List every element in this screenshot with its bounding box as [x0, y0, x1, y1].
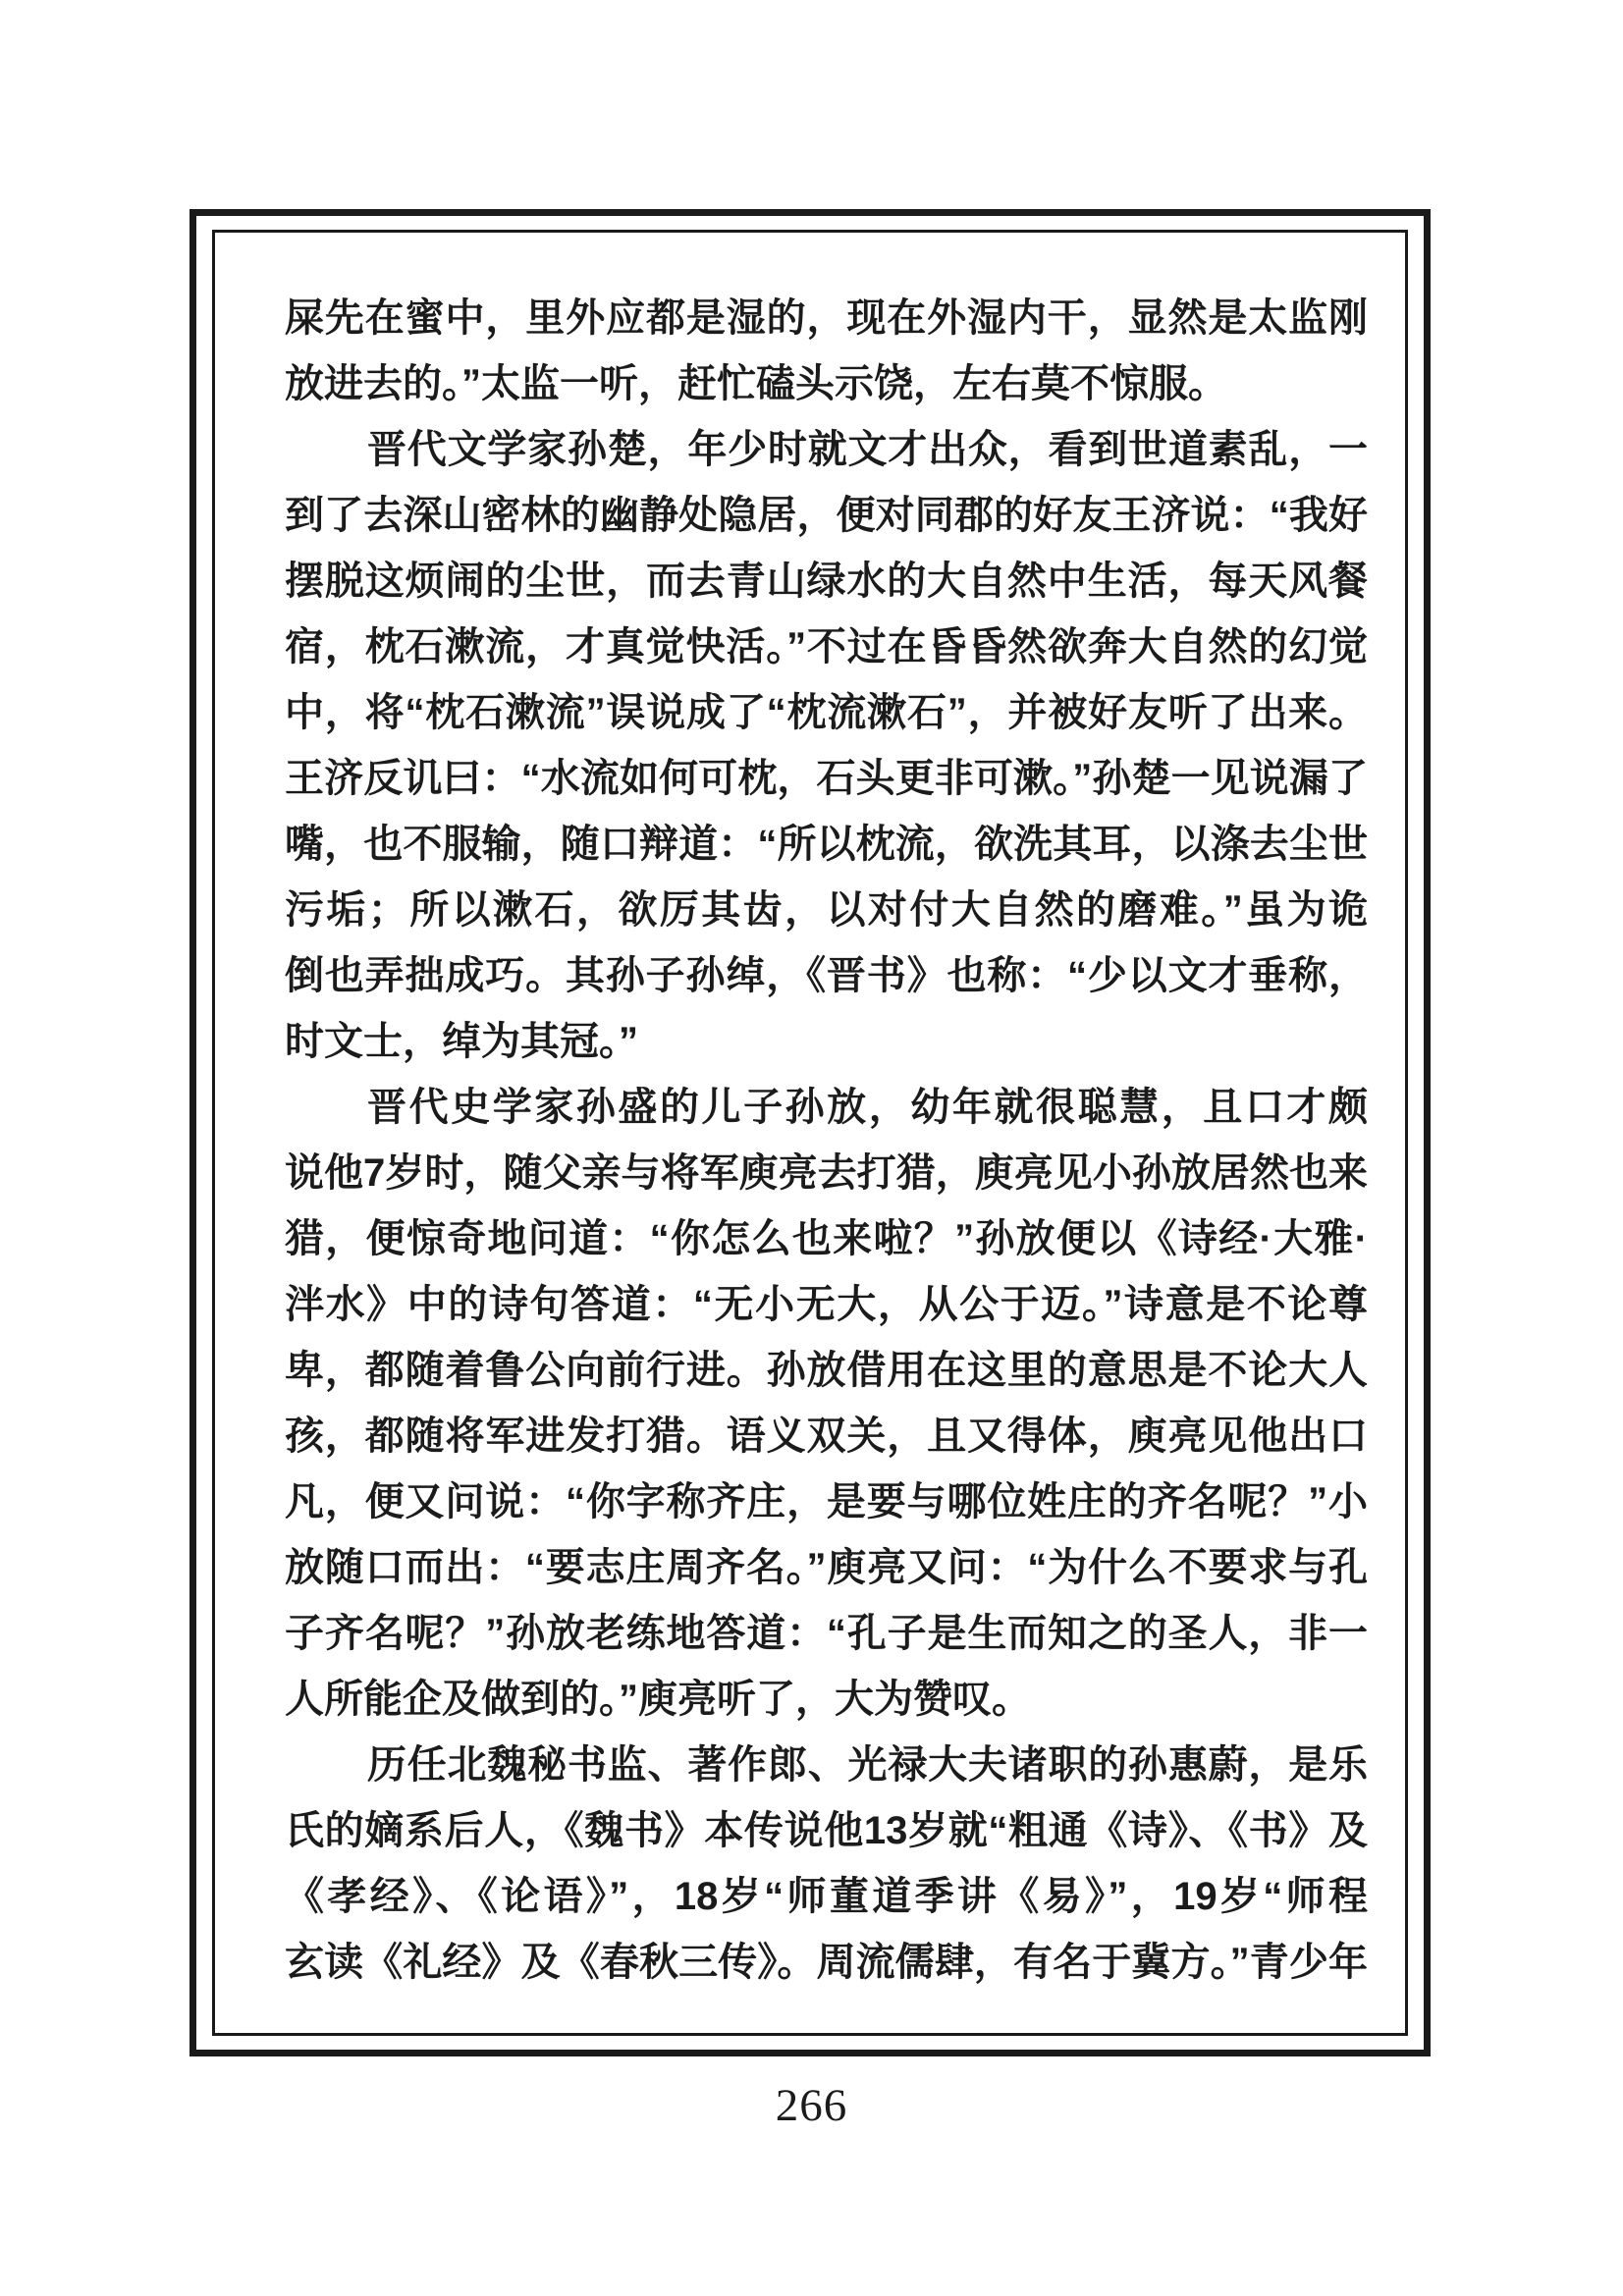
text-line: 时文士，绰为其冠。” [285, 1020, 638, 1063]
text-line: 猎，便惊奇地问道：“你怎么也来啦？”孙放便以《诗经·大雅· [285, 1217, 1368, 1260]
text-line: 孩，都随将军进发打猎。语义双关，且又得体，庾亮见他出口 [285, 1415, 1368, 1458]
text-line: 放随口而出：“要志庄周齐名。”庾亮又问：“为什么不要求与孔 [285, 1546, 1368, 1589]
text-line: 氏的嫡系后人，《魏书》本传说他13岁就“粗通《诗》、《书》及 [285, 1809, 1368, 1852]
text-line: 倒也弄拙成巧。其孙子孙绰，《晋书》也称：“少以文才垂称， [285, 954, 1368, 997]
text-line: 晋代文学家孙楚，年少时就文才出众，看到世道素乱，一 [367, 428, 1368, 471]
text-line: 污垢；所以漱石，欲厉其齿，以对付大自然的磨难。”虽为诡 [285, 888, 1368, 932]
text-line: 凡，便又问说：“你字称齐庄，是要与哪位姓庄的齐名呢？”小 [285, 1480, 1368, 1523]
text-line: 泮水》中的诗句答道：“无小无大，从公于迈。”诗意是不论尊 [285, 1283, 1368, 1326]
text-line: 子齐名呢？”孙放老练地答道：“孔子是生而知之的圣人，非一 [285, 1612, 1368, 1655]
text-line: 说他7岁时，随父亲与将军庾亮去打猎，庾亮见小孙放居然也来 [285, 1151, 1368, 1195]
text-line: 《孝经》、《论语》”，18岁“师董道季讲《易》”，19岁“师程 [285, 1875, 1368, 1918]
text-line: 人所能企及做到的。”庾亮听了，大为赞叹。 [285, 1678, 1031, 1721]
text-line: 历任北魏秘书监、著作郎、光禄大夫诸职的孙惠蔚，是乐 [367, 1743, 1368, 1787]
text-line: 卑，都随着鲁公向前行进。孙放借用在这里的意思是不论大人 [285, 1349, 1368, 1392]
text-line: 王济反讥曰：“水流如何可枕，石头更非可漱。”孙楚一见说漏了 [285, 757, 1368, 800]
text-line: 摆脱这烦闹的尘世，而去青山绿水的大自然中生活，每天风餐 [285, 560, 1368, 603]
text-line: 嘴，也不服输，随口辩道：“所以枕流，欲洗其耳，以涤去尘世 [285, 823, 1368, 866]
text-line: 晋代史学家孙盛的儿子孙放，幼年就很聪慧，且口才颇 [367, 1086, 1368, 1129]
text-line: 放进去的。”太监一听，赶忙磕头示饶，左右莫不惊服。 [285, 362, 1227, 405]
text-line: 中，将“枕石漱流”误说成了“枕流漱石”，并被好友听了出来。 [285, 691, 1368, 734]
text-block [285, 286, 1368, 1996]
text-line: 到了去深山密林的幽静处隐居，便对同郡的好友王济说：“我好 [285, 494, 1368, 537]
page-number: 266 [775, 2080, 848, 2131]
text-line: 宿，枕石漱流，才真觉快活。”不过在昏昏然欲奔大自然的幻觉 [285, 625, 1368, 668]
text-line: 玄读《礼经》及《春秋三传》。周流儒肆，有名于冀方。”青少年 [285, 1941, 1368, 1984]
text-line: 屎先在蜜中，里外应都是湿的，现在外湿内干，显然是太监刚 [285, 296, 1368, 340]
